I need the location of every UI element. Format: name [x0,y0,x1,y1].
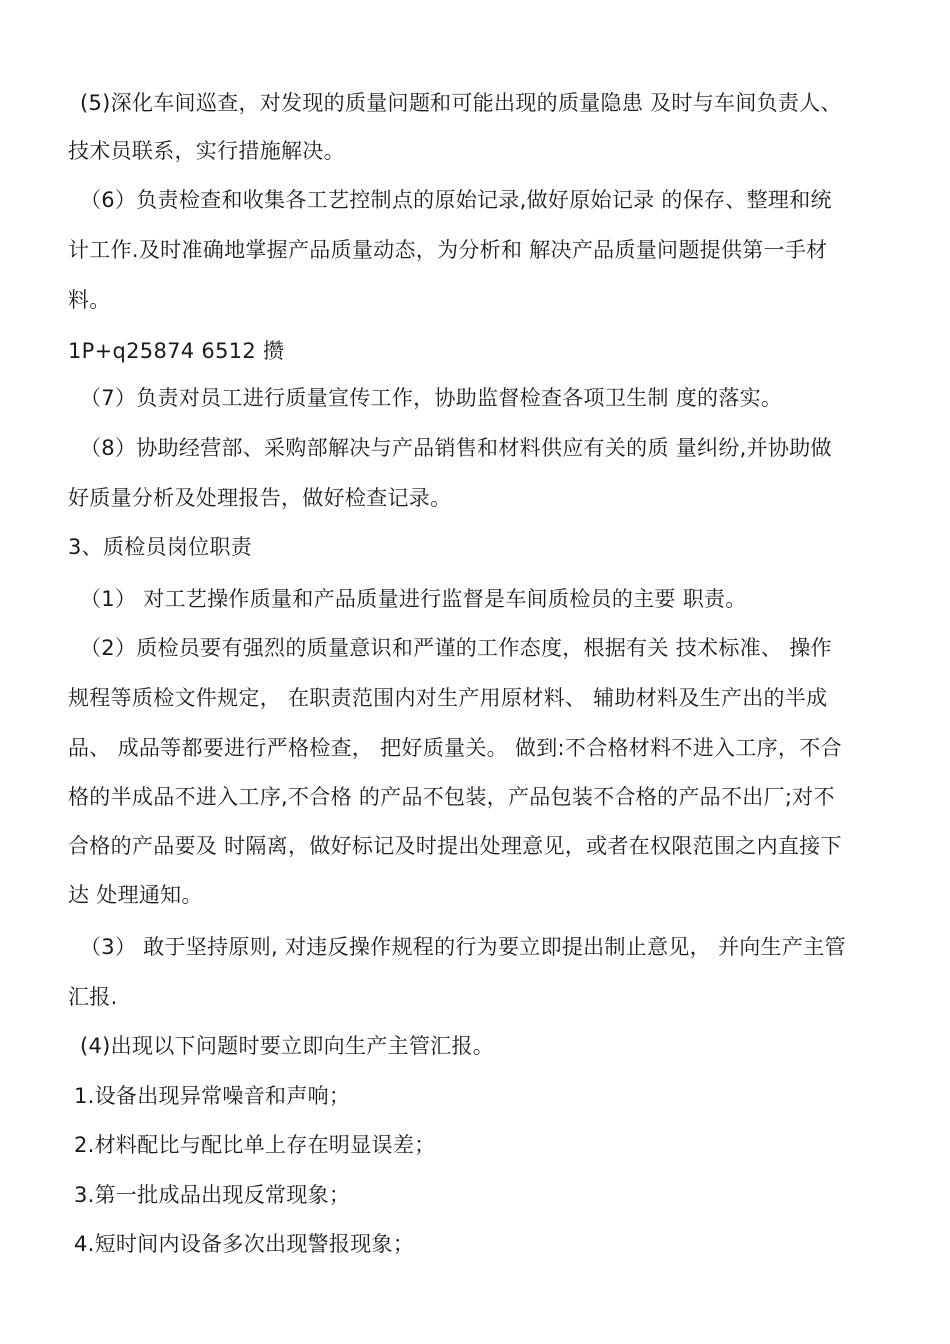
paragraph-duty-4: (4)出现以下问题时要立即向生产主管汇报。 [80,1034,495,1058]
paragraph-item-5-line-2: 技术员联系，实行措施解决。 [68,139,345,163]
paragraph-item-6-line-1: （6）负责检查和收集各工艺控制点的原始记录,做好原始记录 的保存、整理和统 [80,188,832,212]
paragraph-duty-2-line-6: 达 处理通知。 [68,883,203,907]
paragraph-duty-3-line-1: （3） 敢于坚持原则, 对违反操作规程的行为要立即提出制止意见， 并向生产主管 [80,935,846,959]
paragraph-duty-2-line-4: 格的半成品不进入工序,不合格 的产品不包装，产品包装不合格的产品不出厂;对不 [68,785,835,809]
list-item-4: 4.短时间内设备多次出现警报现象； [74,1232,415,1256]
list-item-3: 3.第一批成品出现反常现象； [74,1183,351,1207]
paragraph-duty-2-line-2: 规程等质检文件规定， 在职责范围内对生产用原材料、 辅助材料及生产出的半成 [68,686,828,710]
paragraph-duty-3-line-2: 汇报. [68,985,118,1009]
paragraph-duty-1: （1） 对工艺操作质量和产品质量进行监督是车间质检员的主要 职责。 [80,587,747,611]
paragraph-item-5-line-1: (5)深化车间巡查，对发现的质量问题和可能出现的质量隐患 及时与车间负责人、 [80,91,842,115]
paragraph-item-6-line-2: 计工作.及时准确地掌握产品质量动态，为分析和 解决产品质量问题提供第一手材 [68,238,828,262]
paragraph-item-8-line-1: （8）协助经营部、采购部解决与产品销售和材料供应有关的质 量纠纷,并协助做 [80,436,832,460]
paragraph-duty-2-line-1: （2）质检员要有强烈的质量意识和严谨的工作态度，根据有关 技术标准、 操作 [80,636,832,660]
list-item-2: 2.材料配比与配比单上存在明显误差； [74,1133,436,1157]
paragraph-duty-2-line-3: 品、 成品等都要进行严格检查， 把好质量关。 做到:不合格材料不进入工序，不合 [68,736,842,760]
paragraph-duty-2-line-5: 合格的产品要及 时隔离，做好标记及时提出处理意见，或者在权限范围之内直接下 [68,834,842,858]
paragraph-item-6-line-3: 料。 [68,288,111,312]
stray-text-line: 1P+q25874 6512 攒 [68,339,285,363]
list-item-1: 1.设备出现异常噪音和声响； [74,1084,351,1108]
paragraph-item-8-line-2: 好质量分析及处理报告，做好检查记录。 [68,486,452,510]
section-heading: 3、质检员岗位职责 [68,535,253,559]
paragraph-item-7: （7）负责对员工进行质量宣传工作，协助监督检查各项卫生制 度的落实。 [80,386,783,410]
